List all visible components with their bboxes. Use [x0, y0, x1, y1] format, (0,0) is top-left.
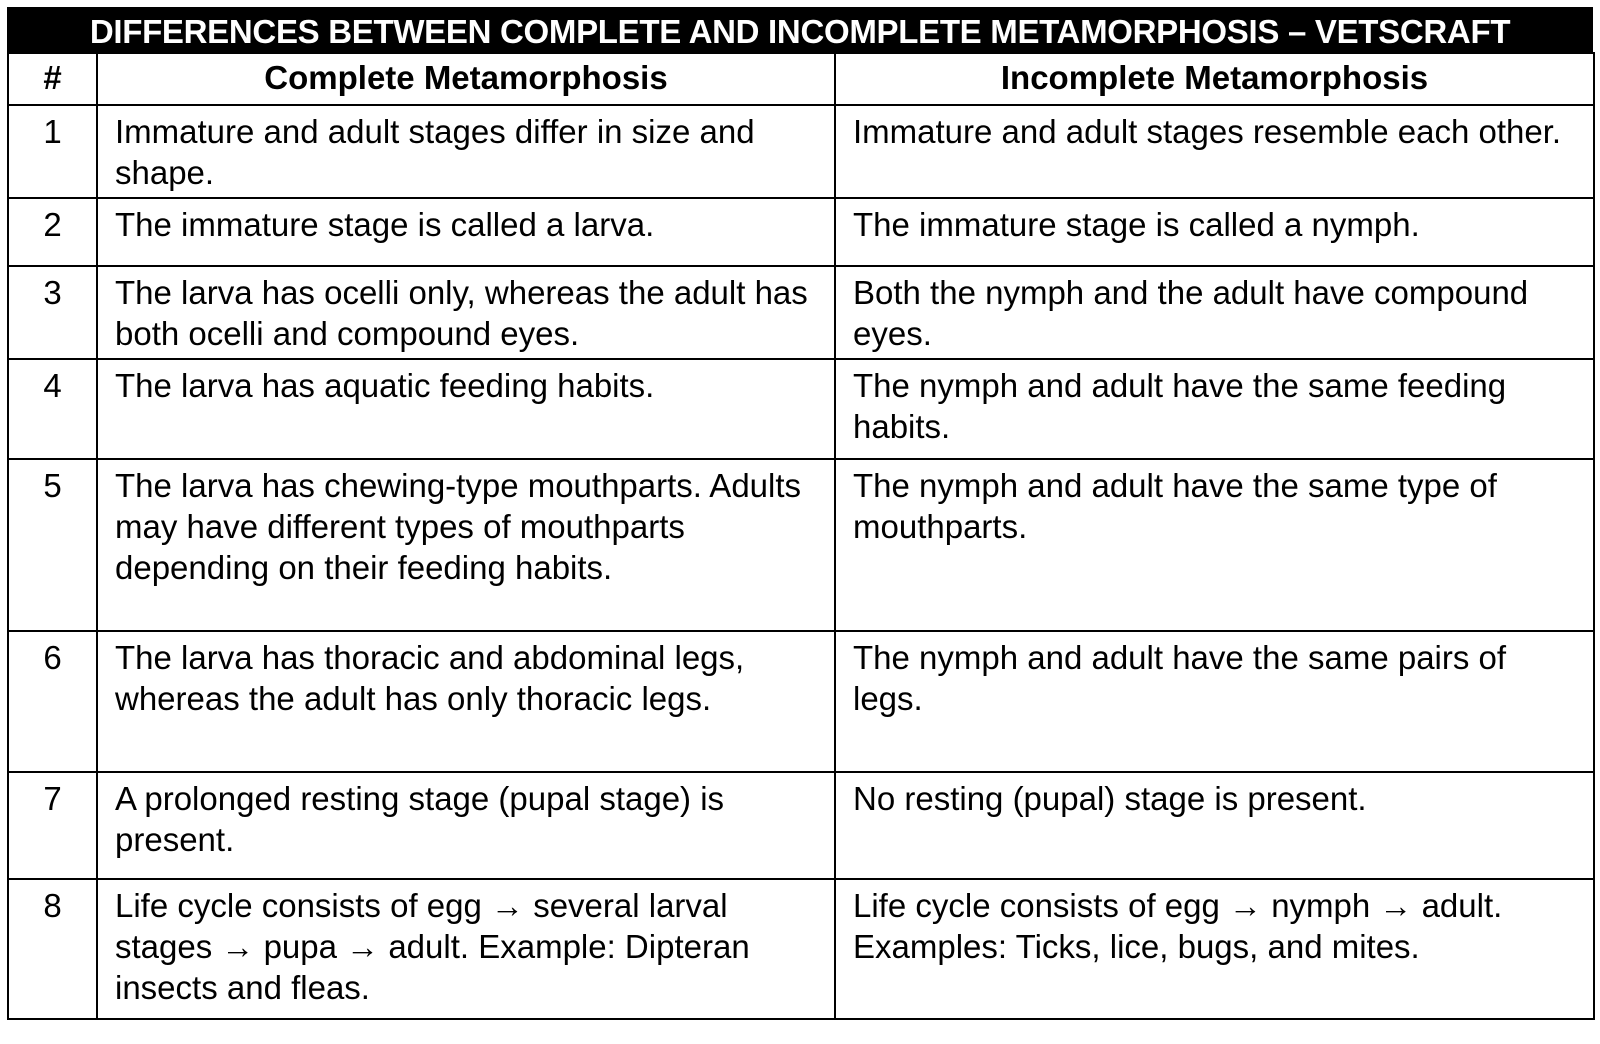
header-incomplete-metamorphosis: Incomplete Metamorphosis: [835, 53, 1594, 105]
table-row: [8, 879, 1594, 1019]
row-number: 6: [8, 631, 97, 772]
incomplete-cell: Both the nymph and the adult have compound eyes.: [835, 266, 1594, 359]
complete-cell: A prolonged resting stage (pupal stage) is present.: [97, 772, 835, 879]
table-row: [8, 459, 1594, 631]
row-number: 8: [8, 879, 97, 1019]
complete-cell: The larva has ocelli only, whereas the adult has both ocelli and compound eyes.: [97, 266, 835, 359]
complete-cell: The larva has chewing-type mouthparts. Adults may have different types of mouthparts depending on their feeding habits.: [97, 459, 835, 631]
incomplete-cell: Immature and adult stages resemble each other.: [835, 105, 1594, 198]
incomplete-cell: The nymph and adult have the same pairs of legs.: [835, 631, 1594, 772]
row-number: 5: [8, 459, 97, 631]
complete-cell: Life cycle consists of egg → several larval stages → pupa → adult. Example: Dipteran insects and fleas.: [97, 879, 835, 1019]
row-number: 7: [8, 772, 97, 879]
row-number: 1: [8, 105, 97, 198]
header-complete-metamorphosis: Complete Metamorphosis: [97, 53, 835, 105]
incomplete-cell: The nymph and adult have the same feeding habits.: [835, 359, 1594, 459]
table-row: [8, 772, 1594, 879]
incomplete-cell: The nymph and adult have the same type of mouthparts.: [835, 459, 1594, 631]
table-body: [8, 105, 1594, 1019]
complete-cell: The larva has aquatic feeding habits.: [97, 359, 835, 459]
table-row: [8, 105, 1594, 198]
complete-cell: The larva has thoracic and abdominal legs, whereas the adult has only thoracic legs.: [97, 631, 835, 772]
complete-cell: Immature and adult stages differ in size and shape.: [97, 105, 835, 198]
incomplete-cell: No resting (pupal) stage is present.: [835, 772, 1594, 879]
complete-cell: The immature stage is called a larva.: [97, 198, 835, 266]
document-title: DIFFERENCES BETWEEN COMPLETE AND INCOMPLETE METAMORPHOSIS – VETSCRAFT: [7, 7, 1593, 52]
comparison-table: [7, 52, 1595, 1020]
table-row: [8, 359, 1594, 459]
incomplete-cell: Life cycle consists of egg → nymph → adult. Examples: Ticks, lice, bugs, and mites.: [835, 879, 1594, 1019]
row-number: 4: [8, 359, 97, 459]
comparison-document: [7, 7, 1593, 1020]
row-number: 2: [8, 198, 97, 266]
incomplete-cell: The immature stage is called a nymph.: [835, 198, 1594, 266]
table-row: [8, 198, 1594, 266]
table-row: [8, 266, 1594, 359]
row-number: 3: [8, 266, 97, 359]
table-header: [8, 53, 1594, 105]
header-number: #: [8, 53, 97, 105]
table-row: [8, 631, 1594, 772]
header-row: [8, 53, 1594, 105]
